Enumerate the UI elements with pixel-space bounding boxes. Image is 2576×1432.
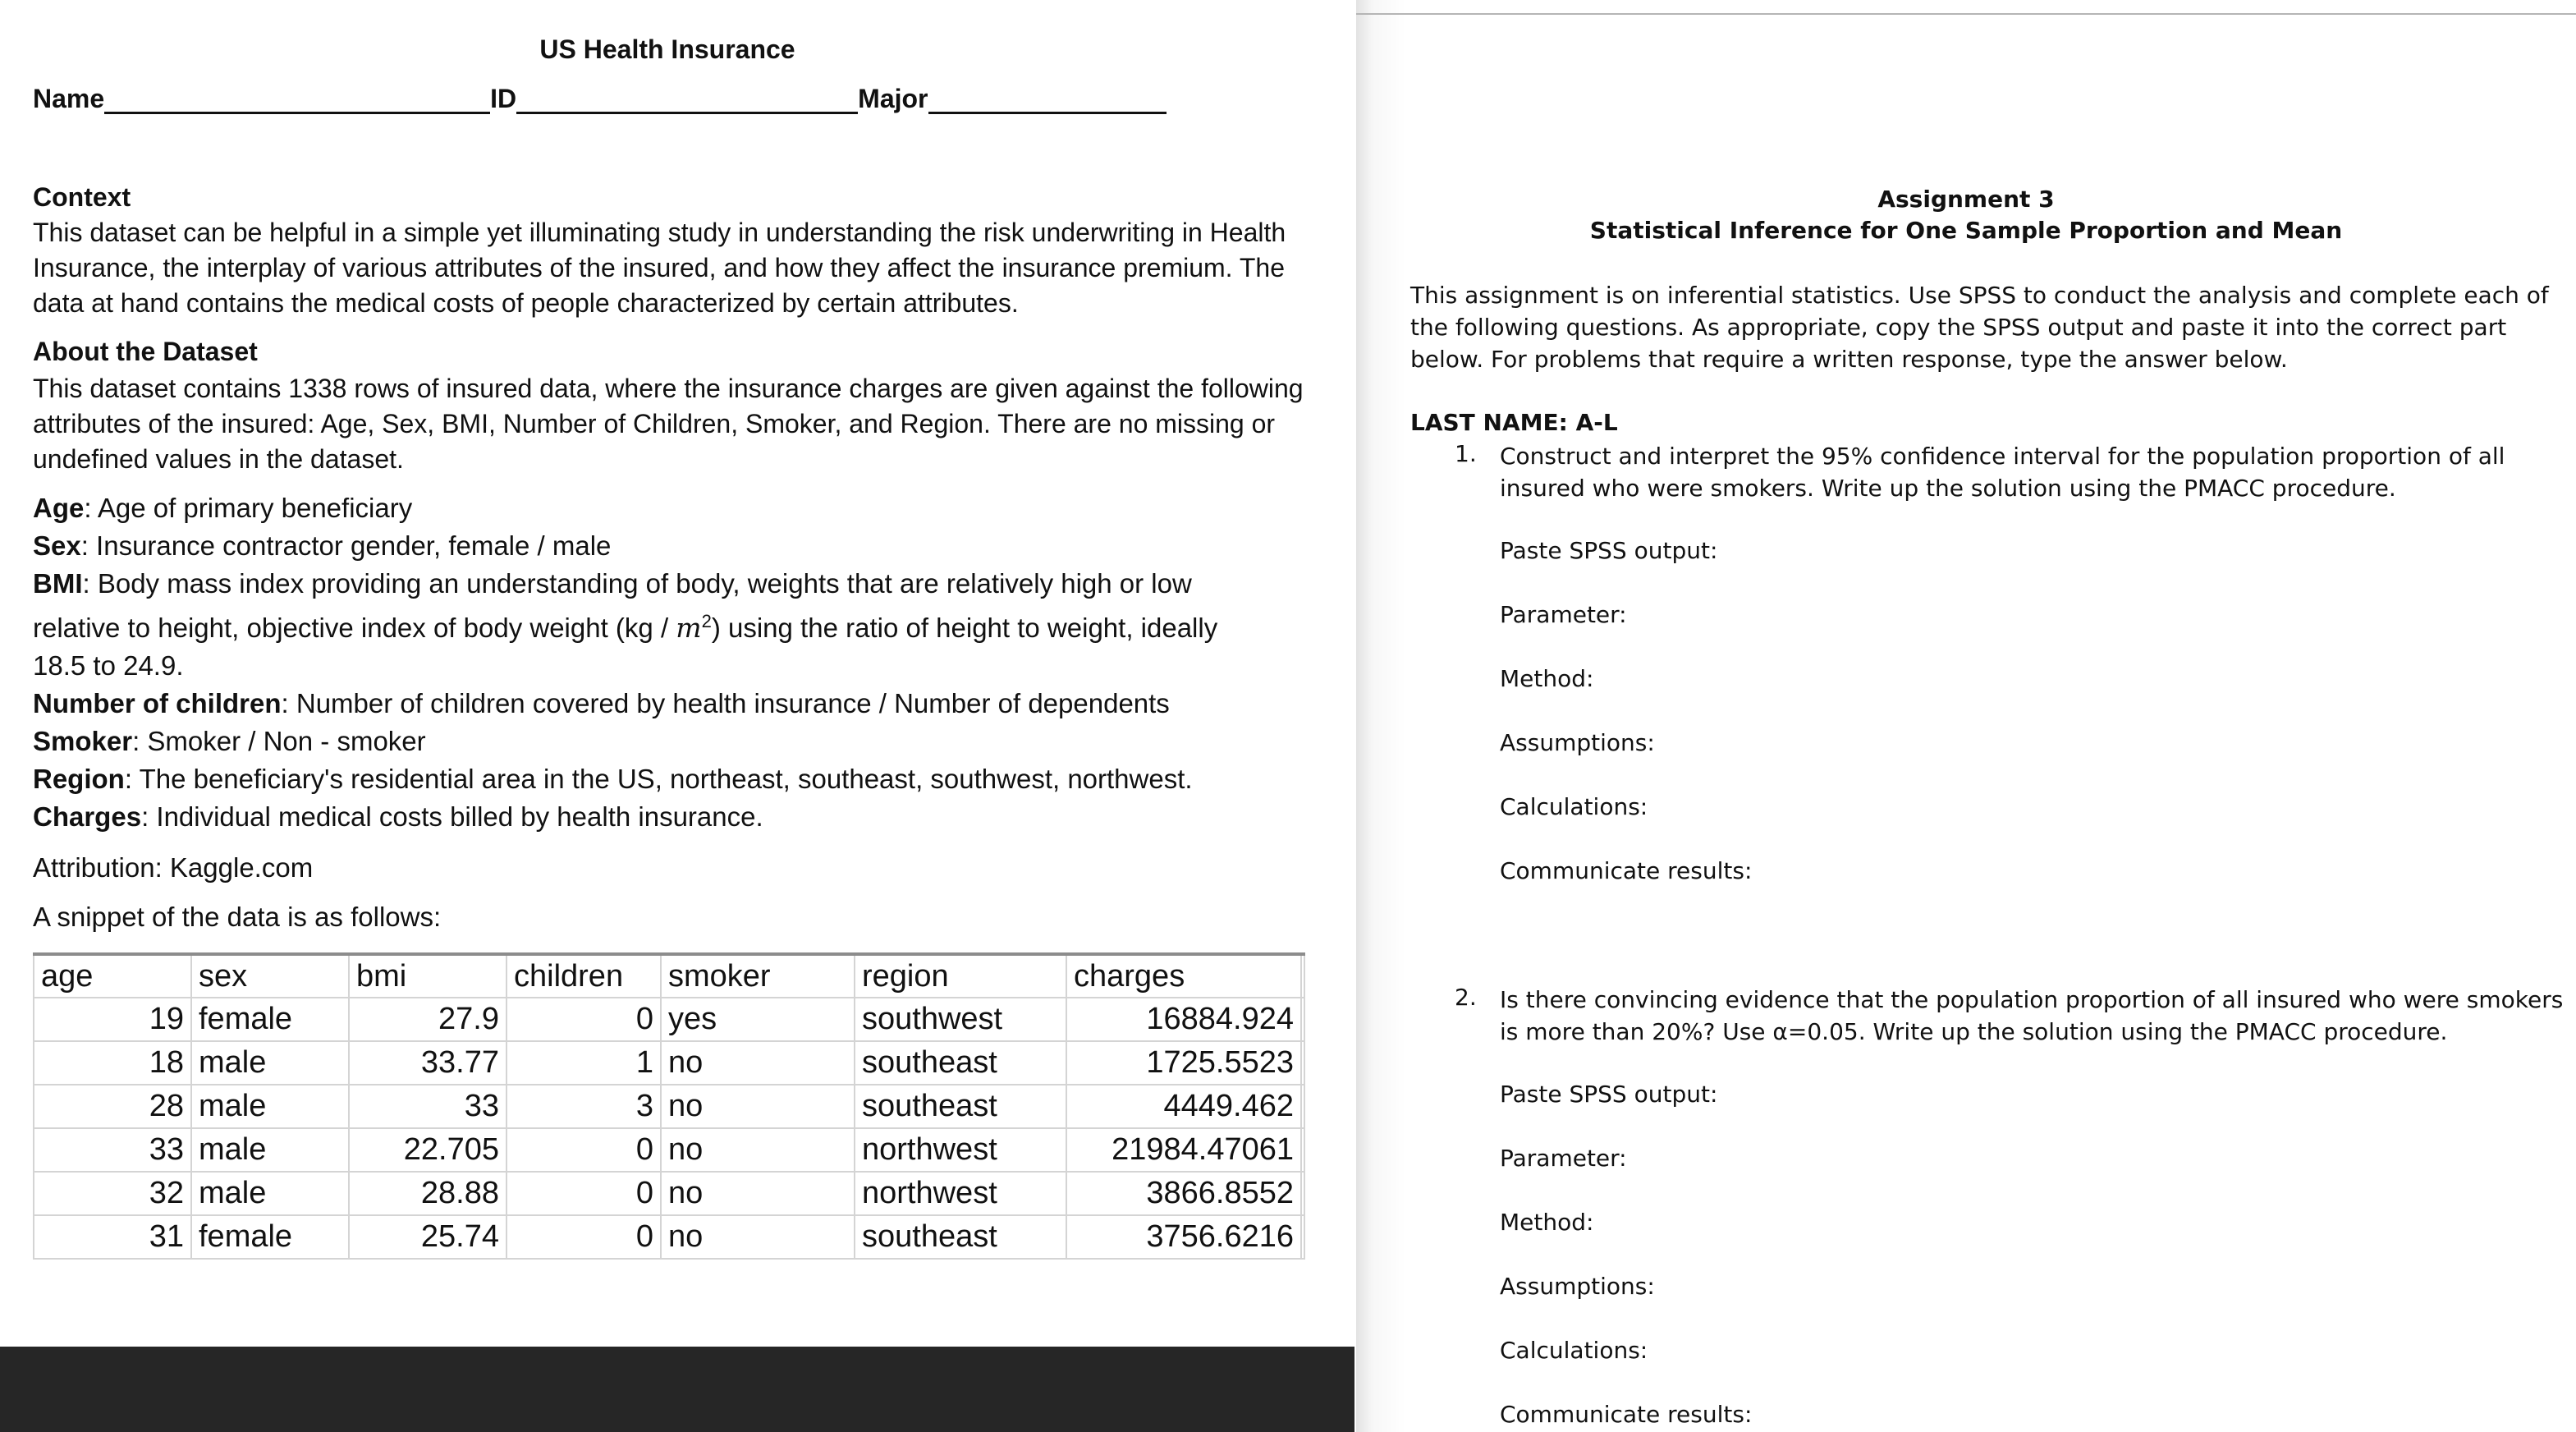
q2-assumptions-label: Assumptions: [1500, 1273, 1655, 1300]
cell-spacer [1301, 1128, 1304, 1172]
question-1-text: Construct and interpret the 95% confidence interval for the population proportion of all insured who were smokers. Write up the solution using the PMACC procedure. [1500, 443, 2505, 502]
cell-spacer [1301, 998, 1304, 1041]
q1-calculations-label: Calculations: [1500, 793, 1648, 820]
major-label: Major [858, 84, 928, 113]
table-row [34, 1041, 1304, 1085]
cell-smoker: no [661, 1172, 855, 1215]
cell-bmi: 33 [349, 1085, 506, 1128]
q1-paste-output-label: Paste SPSS output: [1500, 537, 1718, 564]
context-paragraph: This dataset can be helpful in a simple yet illuminating study in understanding the risk underwriting in Health Insurance, the interplay of various attributes of the insured, and how they affect the insurance premium. The data at hand contains the medical costs of people characterized by certain attributes. [33, 218, 1286, 318]
cell-bmi: 33.77 [349, 1041, 506, 1085]
snippet-intro: A snippet of the data is as follows: [33, 902, 442, 932]
cell-spacer [1301, 1041, 1304, 1085]
attr-children: Number of children: Number of children covered by health insurance / Number of dependents [33, 688, 1170, 718]
attr-bmi-line2: relative to height, objective index of body weight $(kg / m^2)$ using the ratio of height to weight, ideally [33, 611, 1218, 644]
context-heading: Context [33, 182, 131, 212]
right-document-page [1356, 0, 2576, 1432]
table-row [34, 1128, 1304, 1172]
cell-smoker: yes [661, 998, 855, 1041]
table-row [34, 1085, 1304, 1128]
cell-region: northwest [855, 1172, 1066, 1215]
cell-age: 32 [34, 1172, 191, 1215]
id-label: ID [490, 84, 517, 113]
cell-charges: 1725.5523 [1066, 1041, 1301, 1085]
cell-sex: male [191, 1172, 349, 1215]
cell-spacer [1301, 1085, 1304, 1128]
q1-method-label: Method: [1500, 665, 1594, 692]
about-heading: About the Dataset [33, 337, 258, 366]
cell-smoker: no [661, 1215, 855, 1259]
attr-charges: Charges: Individual medical costs billed by health insurance. [33, 801, 763, 832]
cell-spacer [1301, 1172, 1304, 1215]
header-region: region [855, 954, 1066, 998]
cell-charges: 4449.462 [1066, 1085, 1301, 1128]
attribution: Attribution: Kaggle.com [33, 852, 314, 883]
cell-children: 0 [506, 998, 661, 1041]
table-row [34, 1215, 1304, 1259]
q2-communicate-label: Communicate results: [1500, 1401, 1753, 1428]
cell-bmi: 22.705 [349, 1128, 506, 1172]
cell-age: 19 [34, 998, 191, 1041]
document-title: US Health Insurance [539, 34, 795, 64]
cell-sex: male [191, 1128, 349, 1172]
cell-region: southeast [855, 1041, 1066, 1085]
q1-parameter-label: Parameter: [1500, 601, 1627, 628]
attr-bmi: BMI: Body mass index providing an understanding of body, weights that are relatively high or low [33, 568, 1192, 599]
assignment-title: Assignment 3 [1877, 186, 2055, 213]
attr-region: Region: The beneficiary's residential area in the US, northeast, southeast, southwest, northwest. [33, 764, 1193, 794]
table-row [34, 998, 1304, 1041]
cell-children: 1 [506, 1041, 661, 1085]
table-header-row [34, 954, 1304, 998]
cell-charges: 3866.8552 [1066, 1172, 1301, 1215]
question-2-text: Is there convincing evidence that the population proportion of all insured who were smokers is more than 20%? Use α=0.05. Write up the solution using the PMACC procedure. [1500, 986, 2564, 1045]
cell-region: southeast [855, 1085, 1066, 1128]
cell-age: 31 [34, 1215, 191, 1259]
cell-smoker: no [661, 1128, 855, 1172]
header-children: children [506, 954, 661, 998]
q1-communicate-label: Communicate results: [1500, 857, 1753, 884]
cell-age: 33 [34, 1128, 191, 1172]
cell-age: 18 [34, 1041, 191, 1085]
cell-smoker: no [661, 1085, 855, 1128]
id-blank[interactable] [516, 87, 858, 114]
cell-sex: male [191, 1085, 349, 1128]
header-charges: charges [1066, 954, 1301, 998]
name-blank[interactable] [104, 87, 490, 114]
about-paragraph: This dataset contains 1338 rows of insured data, where the insurance charges are given against the following attributes of the insured: Age, Sex, BMI, Number of Children, Smoker, and Region. There are no missing or undefined values in the dataset. [33, 374, 1304, 474]
left-document-page [0, 0, 1354, 1347]
name-label: Name [33, 84, 105, 113]
question-2-number: 2. [1455, 984, 1477, 1011]
cell-region: southwest [855, 998, 1066, 1041]
cell-bmi: 25.74 [349, 1215, 506, 1259]
q2-parameter-label: Parameter: [1500, 1145, 1627, 1172]
header-bmi: bmi [349, 954, 506, 998]
cell-spacer [1301, 1215, 1304, 1259]
bottom-dark-bar [0, 1347, 1354, 1432]
question-1-number: 1. [1455, 440, 1477, 467]
q2-paste-output-label: Paste SPSS output: [1500, 1081, 1718, 1108]
attr-sex: Sex: Insurance contractor gender, female / male [33, 530, 612, 561]
q2-calculations-label: Calculations: [1500, 1337, 1648, 1364]
cell-charges: 16884.924 [1066, 998, 1301, 1041]
assignment-intro: This assignment is on inferential statistics. Use SPSS to conduct the analysis and complete each of the following questions. As appropriate, copy the SPSS output and paste it into the correct part below. For problems that require a written response, type the answer below. [1410, 282, 2549, 373]
cell-charges: 3756.6216 [1066, 1215, 1301, 1259]
cell-children: 0 [506, 1172, 661, 1215]
student-info-line [33, 84, 1167, 114]
header-spacer [1301, 954, 1304, 998]
attr-smoker: Smoker: Smoker / Non - smoker [33, 726, 426, 756]
cell-sex: male [191, 1041, 349, 1085]
assignment-subtitle: Statistical Inference for One Sample Proportion and Mean [1589, 217, 2343, 244]
q1-assumptions-label: Assumptions: [1500, 729, 1655, 756]
cell-children: 0 [506, 1128, 661, 1172]
cell-sex: female [191, 998, 349, 1041]
cell-bmi: 27.9 [349, 998, 506, 1041]
major-blank[interactable] [928, 87, 1167, 114]
cell-children: 0 [506, 1215, 661, 1259]
attr-bmi-line3: 18.5 to 24.9. [33, 650, 184, 681]
attr-age: Age: Age of primary beneficiary [33, 493, 413, 523]
cell-smoker: no [661, 1041, 855, 1085]
q2-method-label: Method: [1500, 1209, 1594, 1236]
header-sex: sex [191, 954, 349, 998]
cell-charges: 21984.47061 [1066, 1128, 1301, 1172]
page-top-rule [1356, 13, 2576, 15]
header-age: age [34, 954, 191, 998]
cell-children: 3 [506, 1085, 661, 1128]
cell-sex: female [191, 1215, 349, 1259]
data-snippet-table [33, 952, 1305, 1260]
cell-bmi: 28.88 [349, 1172, 506, 1215]
table-row [34, 1172, 1304, 1215]
last-name-group: LAST NAME: A-L [1410, 409, 1618, 436]
cell-region: northwest [855, 1128, 1066, 1172]
header-smoker: smoker [661, 954, 855, 998]
cell-region: southeast [855, 1215, 1066, 1259]
cell-age: 28 [34, 1085, 191, 1128]
